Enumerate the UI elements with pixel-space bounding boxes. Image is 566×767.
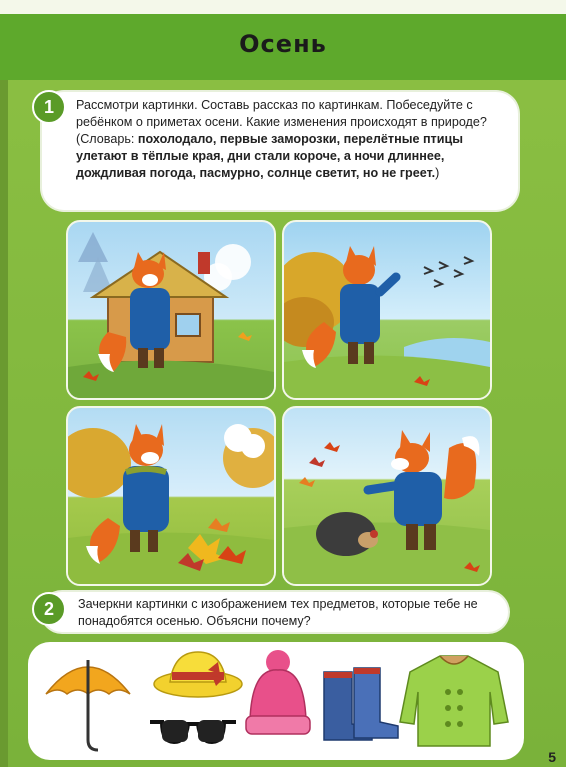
scene-fox-with-leaves xyxy=(66,406,276,586)
task2-number-badge: 2 xyxy=(32,592,66,626)
task1-text-bold: похолодало, первые заморозки, перелётные птицы улетают в тёплые края, дни стали короче, а ночи длиннее, дождливая погода, пасмурно, солнце светит, но не греет. xyxy=(76,132,463,180)
page-number: 5 xyxy=(548,749,556,765)
task1-number-badge: 1 xyxy=(32,90,66,124)
items-panel xyxy=(28,642,524,760)
task1-text xyxy=(76,97,510,182)
scene-fox-watching-birds xyxy=(282,220,492,400)
header-top-strip xyxy=(0,0,566,14)
page-binding-edge xyxy=(0,0,8,767)
sunglasses-icon[interactable] xyxy=(150,720,236,742)
knit-hat-icon[interactable] xyxy=(246,650,310,734)
coat-icon[interactable] xyxy=(400,656,508,746)
page-title: Осень xyxy=(239,30,327,58)
task1-text-plain: Рассмотри картинки. Составь рассказ по картинкам. Побеседуйте с ребёнком о приметах осени. Какие изменения происходят в природе? (Словарь: xyxy=(76,98,487,146)
task1-text-end: ) xyxy=(435,166,440,180)
sun-hat-icon[interactable] xyxy=(154,652,242,697)
umbrella-icon[interactable] xyxy=(46,660,130,750)
scene-fox-near-house xyxy=(66,220,276,400)
rubber-boots-icon[interactable] xyxy=(324,668,398,740)
scene-fox-with-hedgehog xyxy=(282,406,492,586)
task2-text: Зачеркни картинки с изображением тех предметов, которые тебе не понадобятся осенью. Объясни почему? xyxy=(78,597,478,628)
